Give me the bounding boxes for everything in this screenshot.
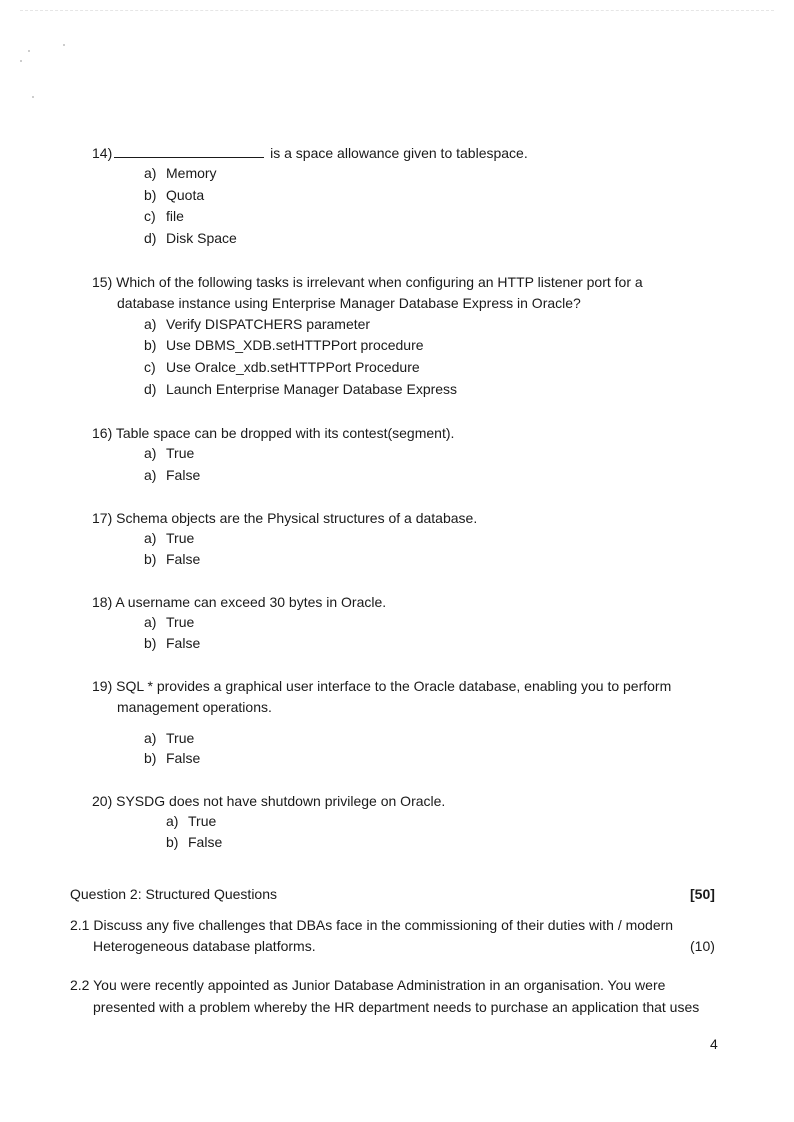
question-18: 18) A username can exceed 30 bytes in Oracle. — [92, 594, 387, 610]
question-19-line1: 19) SQL * provides a graphical user interface to the Oracle database, enabling you to perform — [92, 678, 672, 694]
scan-top-edge — [20, 10, 774, 11]
scan-speck — [63, 44, 65, 46]
question-15-line2: database instance using Enterprise Manager Database Express in Oracle? — [117, 295, 581, 311]
question-2-2-line2: presented with a problem whereby the HR department needs to purchase an application that uses — [93, 999, 700, 1015]
question-14 — [92, 144, 528, 163]
question-2-1-line2: Heterogeneous database platforms. — [93, 938, 316, 954]
page-number: 4 — [710, 1036, 718, 1052]
option-a-false: a) False — [144, 467, 201, 483]
option-b: b) False — [144, 750, 201, 766]
scan-speck — [28, 50, 30, 52]
option-a: a) Verify DISPATCHERS parameter — [144, 316, 371, 332]
option-c: c) Use Oralce_xdb.setHTTPPort Procedure — [144, 359, 420, 375]
question-number: 14) — [92, 145, 113, 161]
section-marks: [50] — [690, 886, 715, 902]
option-b: b) Use DBMS_XDB.setHTTPPort procedure — [144, 337, 424, 353]
section-title: Question 2: Structured Questions — [70, 886, 277, 902]
question-2-1-marks: (10) — [690, 938, 715, 954]
option-c: c) file — [144, 208, 184, 224]
option-a: a) Memory — [144, 165, 217, 181]
option-a: a) True — [144, 445, 195, 461]
scan-speck — [20, 60, 22, 62]
option-a: a) True — [144, 730, 195, 746]
question-text: is a space allowance given to tablespace. — [270, 145, 528, 161]
scan-speck — [32, 96, 34, 98]
question-17: 17) Schema objects are the Physical structures of a database. — [92, 510, 478, 526]
option-b: b) False — [166, 834, 223, 850]
option-d: d) Disk Space — [144, 230, 237, 246]
question-20: 20) SYSDG does not have shutdown privilege on Oracle. — [92, 793, 446, 809]
question-19-line2: management operations. — [117, 699, 272, 715]
question-15-line1: 15) Which of the following tasks is irrelevant when configuring an HTTP listener port for a — [92, 274, 643, 290]
option-a: a) True — [166, 813, 217, 829]
option-a: a) True — [144, 530, 195, 546]
option-b: b) False — [144, 551, 201, 567]
question-2-2-line1: 2.2 You were recently appointed as Junior Database Administration in an organisation. You were — [70, 977, 666, 993]
option-b: b) False — [144, 635, 201, 651]
option-a: a) True — [144, 614, 195, 630]
question-16: 16) Table space can be dropped with its contest(segment). — [92, 425, 455, 441]
answer-blank — [114, 144, 264, 158]
option-b: b) Quota — [144, 187, 205, 203]
question-2-1-line1: 2.1 Discuss any five challenges that DBAs face in the commissioning of their duties with / modern — [70, 917, 674, 933]
option-d: d) Launch Enterprise Manager Database Express — [144, 381, 458, 397]
